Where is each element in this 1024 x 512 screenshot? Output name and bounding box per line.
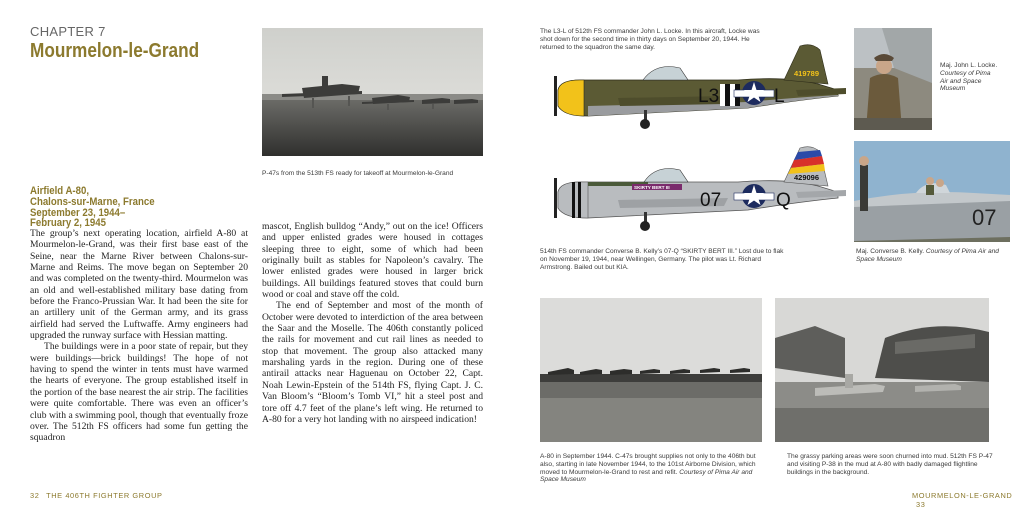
body-paragraph: The end of September and most of the month of October were devoted to interdiction of the area between the Saar and the Moselle. The 406th constantly policed the rails for movement and cut rail lines as needed to stop that movement. The group also attacked many marshaling yards in the region. During one of these antirail attacks near Haguenau on October 22, Capt. Noah Lewin-Epstein of the 514th FS, flying Capt. J. C. Van Bloom’s “Bloom’s Tomb VI,” hit a steel post and tore off 4.7 feet of the plane’s left wing. He returned to A-80 for a very hot landing with no airspeed indication!: [262, 300, 483, 425]
kelly-photo: [854, 141, 1010, 242]
subhead-line: Chalons-sur-Marne, France: [30, 195, 155, 208]
profile-1-serial: 419789: [794, 69, 820, 78]
profile-l3-drawing: [548, 40, 848, 130]
profile-2-caption: 514th FS commander Converse B. Kelly’s 07-Q “SKIRTY BERT III.” Lost due to flak on November 19, 1944, near Wellingen, Germany. The pilot was Lt. Richard Armstrong. Bailed out but KIA.: [540, 248, 784, 271]
running-head: MOURMELON-LE-GRAND: [912, 491, 1013, 500]
locke-caption-name: Maj. John L. Locke.: [940, 62, 998, 69]
a80-caption-main: A-80 in September 1944. C-47s brought supplies not only to the 406th but also, starting in late November 1944, to the 101st Airborne Division, which moved to Mourmelon-le-Grand to rest and refit.: [540, 453, 756, 476]
parking-mud-caption: The grassy parking areas were soon churned into mud. 512th FS P-47 and visiting P-38 in the mud at A-80 with badly damaged flightline buildings in the background.: [787, 453, 993, 476]
section-subhead: [30, 186, 185, 229]
parking-mud-photo: [775, 298, 989, 442]
body-column-1: [30, 228, 248, 444]
a80-caption-credit: Courtesy of Pima Air and Space Museum: [540, 468, 753, 484]
kelly-photo-code: 07: [972, 205, 997, 230]
kelly-caption: [856, 248, 1006, 264]
profile-2-code: 07: [700, 190, 722, 211]
chapter-label: CHAPTER 7: [30, 24, 106, 39]
a80-caption: [540, 453, 762, 484]
profile-1-letter: L: [774, 86, 785, 107]
profile-1-caption: The L3-L of 512th FS commander John L. Locke. In this aircraft, Locke was shot down for the second time in thirty days on September 20, 1944. He returned to the squadron the same day.: [540, 28, 760, 51]
body-paragraph: mascot, English bulldog “Andy,” out on the ice! Officers and upper enlisted grades were housed in cottages sleeping three to eight, some of which had been originally built as stables for Napoleon’s cavalry. The lower enlisted grades were housed in larger brick buildings. All buildings featured stoves that could burn wood or coal and stave off the cold.: [262, 221, 483, 301]
page-title: Mourmelon-le-Grand: [30, 40, 200, 62]
right-folio: [912, 491, 1024, 509]
subhead-line: February 2, 1945: [30, 217, 106, 230]
profile-07q-drawing: [548, 140, 848, 232]
aircraft-profile-l3: [548, 40, 848, 130]
p47-takeoff-photo: [262, 28, 483, 156]
kelly-caption-credit: Courtesy of Pima Air and Space Museum: [856, 248, 999, 263]
profile-2-serial: 429096: [794, 173, 820, 182]
locke-portrait-photo: [854, 28, 932, 130]
body-paragraph: The buildings were in a poor state of repair, but they were buildings—brick buildings! The hope of not having to spend the winter in tents must have warmed the hearts of everyone. The group established itself in the portion of the base nearest the air strip. The facilities were quite comfortable. There was even an officer’s club with a swimming pool, though that eventually froze over. The 512th FS officers had some fun getting the squadron: [30, 341, 248, 444]
locke-portrait-image: [854, 28, 932, 130]
a80-airfield-photo: [540, 298, 762, 442]
locke-caption: [940, 62, 1010, 93]
p47-takeoff-photo-image: [262, 28, 483, 156]
a80-airfield-image: [540, 298, 762, 442]
subhead-line: Airfield A-80,: [30, 185, 89, 197]
profile-2-letter: Q: [776, 190, 791, 211]
kelly-photo-image: [854, 141, 1010, 242]
running-head: THE 406TH FIGHTER GROUP: [46, 491, 163, 500]
p47-takeoff-caption: P-47s from the 513th FS ready for takeoff at Mourmelon-le-Grand: [262, 170, 454, 177]
profile-1-code: L3: [698, 86, 720, 107]
profile-2-nose-art: SKIRTY BERT III: [634, 185, 670, 190]
parking-mud-image: [775, 298, 989, 442]
body-paragraph: The group’s next operating location, airfield A-80 at Mourmelon-le-Grand, was their first base east of the Seine, near the Marne River between Chalons-sur-Marne and Reims. The move began on September 20 and was completed on the twenty-third. Mourmelon was an old and well-established military base dating from before the Franco-Prussian War. It had been the site for an artillery unit of the German army, and its grass airfield had served the Luftwaffe. Army engineers had upgraded the runway surface with Hessian matting.: [30, 228, 248, 342]
left-folio: [30, 491, 163, 500]
page-number: 32: [30, 491, 40, 500]
kelly-caption-name: Maj. Converse B. Kelly.: [856, 248, 925, 255]
aircraft-profile-07q: [548, 140, 848, 232]
subhead-line: September 23, 1944–: [30, 206, 126, 219]
body-column-2: [262, 221, 483, 425]
locke-caption-credit: Courtesy of Pima Air and Space Museum: [940, 69, 991, 93]
page-number: 33: [916, 500, 926, 509]
